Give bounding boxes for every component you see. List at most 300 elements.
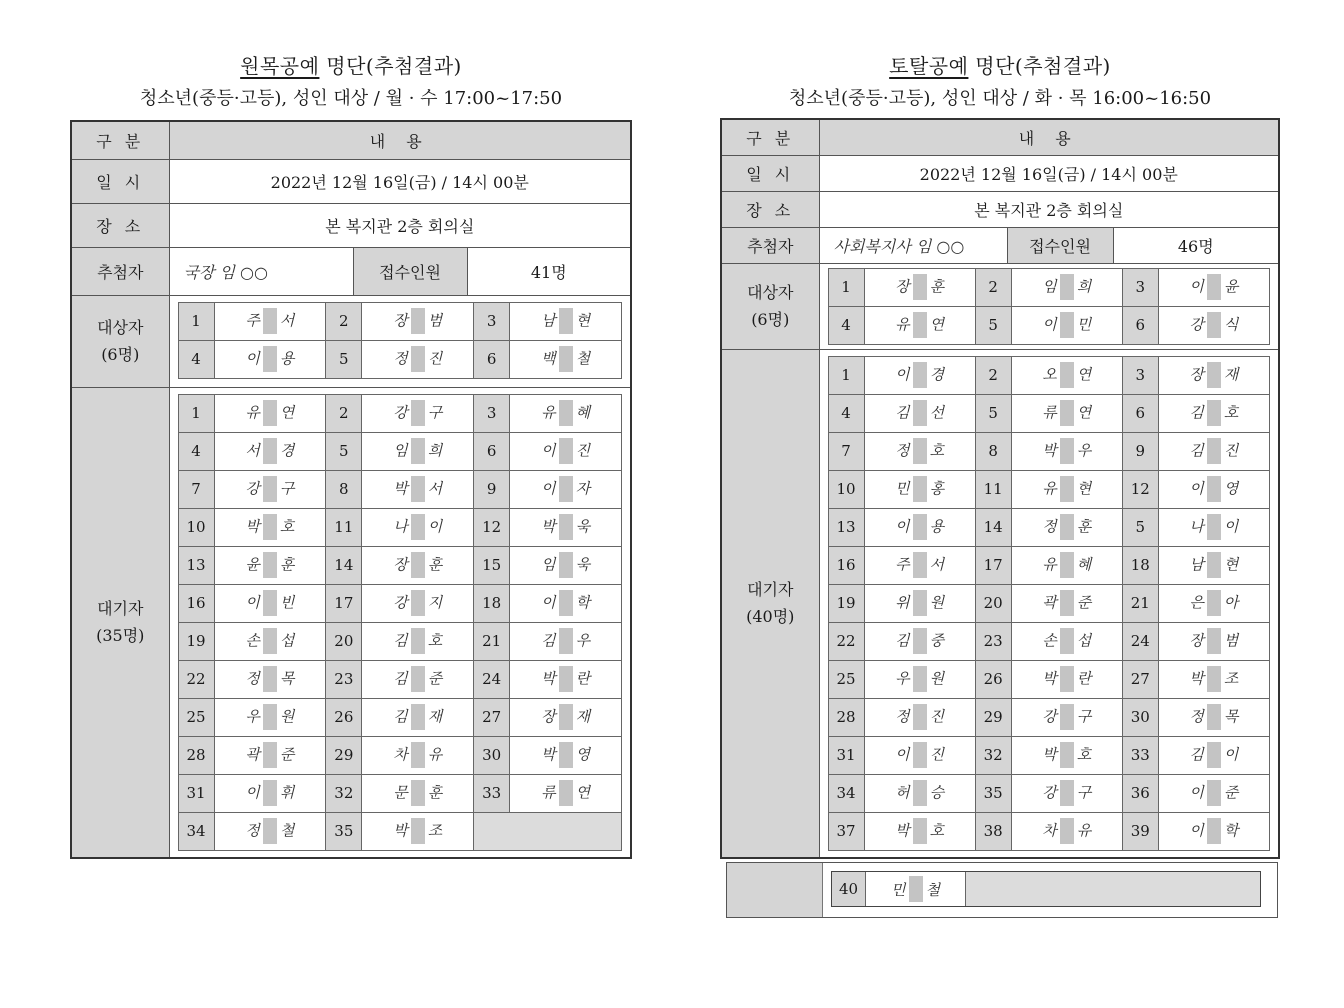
name-first: 주	[245, 311, 260, 330]
name-last: 휘	[279, 783, 295, 802]
label-place: 장 소	[721, 191, 819, 227]
name-last: 욱	[575, 517, 591, 536]
name-first: 박	[541, 745, 556, 764]
entry-number: 2	[975, 268, 1011, 306]
entry-name	[864, 306, 975, 344]
name-first: 박	[1042, 745, 1057, 764]
table-row	[828, 356, 1270, 394]
redaction-mask	[913, 274, 927, 300]
redaction-mask	[1060, 400, 1074, 426]
redaction-mask	[559, 704, 573, 730]
received-count: 41명	[467, 247, 631, 295]
name-first: 정	[393, 349, 408, 368]
entry-number: 28	[828, 698, 864, 736]
datetime-value: 2022년 12월 16일(금) / 14시 00분	[819, 155, 1279, 191]
redaction-mask	[1060, 476, 1074, 502]
entry-number: 28	[178, 736, 214, 774]
entry-name	[1158, 698, 1269, 736]
name-first: 김	[393, 631, 408, 650]
name-first: 주	[895, 555, 910, 574]
table-row	[178, 394, 622, 432]
redaction-mask	[559, 590, 573, 616]
entry-number: 27	[474, 698, 510, 736]
name-last: 훈	[279, 555, 295, 574]
name-first: 임	[393, 441, 408, 460]
entry-name	[1011, 470, 1122, 508]
redaction-mask	[913, 704, 927, 730]
entry-name	[1011, 584, 1122, 622]
entry-number: 17	[975, 546, 1011, 584]
redaction-mask	[1207, 666, 1221, 692]
name-last: 윤	[1223, 277, 1239, 296]
name-first: 장	[895, 277, 910, 296]
entry-name	[214, 622, 326, 660]
table-row	[178, 432, 622, 470]
redaction-mask	[411, 476, 425, 502]
entry-name	[362, 622, 474, 660]
entry-name	[1158, 508, 1269, 546]
redaction-mask	[1207, 780, 1221, 806]
redaction-mask	[559, 552, 573, 578]
entry-name	[362, 698, 474, 736]
name-last: 유	[427, 745, 443, 764]
name-last: 현	[575, 311, 591, 330]
entry-name	[362, 774, 474, 812]
redaction-mask	[913, 552, 927, 578]
selected-grid	[828, 268, 1271, 345]
redaction-mask	[1207, 552, 1221, 578]
name-last: 목	[279, 669, 295, 688]
name-last: 조	[1223, 669, 1239, 688]
redaction-mask	[913, 742, 927, 768]
name-last: 이	[427, 517, 443, 536]
entry-number: 4	[828, 306, 864, 344]
redaction-mask	[559, 628, 573, 654]
entry-name	[362, 394, 474, 432]
name-first: 우	[245, 707, 260, 726]
name-last: 연	[1076, 403, 1092, 422]
entry-name	[1011, 546, 1122, 584]
entry-name	[864, 470, 975, 508]
table-row	[828, 812, 1270, 850]
waiting-box	[819, 349, 1279, 858]
table-row	[178, 546, 622, 584]
entry-number: 36	[1122, 774, 1158, 812]
name-first: 류	[1042, 403, 1057, 422]
entry-name	[1011, 356, 1122, 394]
name-first: 손	[1042, 631, 1057, 650]
name-last: 호	[929, 441, 945, 460]
name-first: 박	[895, 821, 910, 840]
entry-name	[510, 394, 622, 432]
redaction-mask	[1207, 362, 1221, 388]
table-row	[828, 736, 1270, 774]
redaction-mask	[411, 818, 425, 844]
redaction-mask	[1060, 552, 1074, 578]
label-drawer: 추첨자	[721, 227, 819, 263]
name-last: 혜	[1076, 555, 1092, 574]
entry-number: 39	[1122, 812, 1158, 850]
name-first: 이	[541, 593, 556, 612]
name-first: 이	[245, 593, 260, 612]
name-first: 이	[1189, 479, 1204, 498]
name-last: 용	[929, 517, 945, 536]
label-datetime: 일 시	[721, 155, 819, 191]
entry-name	[362, 508, 474, 546]
name-last: 준	[1223, 783, 1239, 802]
redaction-mask	[411, 590, 425, 616]
name-last: 연	[929, 315, 945, 334]
entry-number: 30	[474, 736, 510, 774]
name-last: 선	[929, 403, 945, 422]
entry-number: 38	[975, 812, 1011, 850]
entry-name	[214, 736, 326, 774]
entry-name	[510, 698, 622, 736]
redaction-mask	[559, 308, 573, 334]
name-first: 강	[245, 479, 260, 498]
entry-number: 1	[828, 356, 864, 394]
entry-name	[510, 470, 622, 508]
redaction-mask	[263, 780, 277, 806]
redaction-mask	[1207, 742, 1221, 768]
entry-name	[510, 660, 622, 698]
name-last: 란	[575, 669, 591, 688]
entry-name	[864, 268, 975, 306]
name-first: 곽	[1042, 593, 1057, 612]
entry-name	[510, 584, 622, 622]
redaction-mask	[913, 400, 927, 426]
name-first: 남	[1189, 555, 1204, 574]
entry-number: 22	[178, 660, 214, 698]
table-row	[828, 432, 1270, 470]
name-first: 유	[1042, 479, 1057, 498]
entry-number: 5	[975, 394, 1011, 432]
name-first: 정	[245, 821, 260, 840]
entry-name	[214, 432, 326, 470]
entry-name	[1011, 660, 1122, 698]
entry-name	[1158, 470, 1269, 508]
redaction-mask	[913, 590, 927, 616]
name-first: 이	[1042, 315, 1057, 334]
entry-number: 19	[178, 622, 214, 660]
name-first: 박	[541, 669, 556, 688]
page-title	[70, 50, 632, 79]
entry-name	[1158, 584, 1269, 622]
name-last: 민	[1076, 315, 1092, 334]
table-row	[178, 660, 622, 698]
entry-number: 33	[474, 774, 510, 812]
name-last: 재	[427, 707, 443, 726]
entry-number: 19	[828, 584, 864, 622]
name-first: 이	[1189, 277, 1204, 296]
label-waiting: 대기자 (40명)	[721, 349, 819, 858]
name-first: 이	[895, 745, 910, 764]
redaction-mask	[263, 590, 277, 616]
entry-name	[1158, 356, 1269, 394]
selected-box	[169, 295, 631, 387]
redaction-mask	[411, 742, 425, 768]
redaction-mask	[1207, 818, 1221, 844]
entry-number: 23	[975, 622, 1011, 660]
name-last: 욱	[575, 555, 591, 574]
name-last: 혜	[575, 403, 591, 422]
entry-number: 34	[828, 774, 864, 812]
redaction-mask	[411, 400, 425, 426]
table-row	[828, 508, 1270, 546]
name-first: 강	[393, 403, 408, 422]
entry-name	[1158, 268, 1269, 306]
entry-number: 33	[1122, 736, 1158, 774]
redaction-mask	[1207, 476, 1221, 502]
name-last: 영	[1223, 479, 1239, 498]
entry-name	[864, 432, 975, 470]
entry-name	[362, 812, 474, 850]
selected-box	[819, 263, 1279, 349]
redaction-mask	[913, 628, 927, 654]
name-last: 구	[427, 403, 443, 422]
name-first: 이	[1189, 783, 1204, 802]
name-last: 준	[279, 745, 295, 764]
table-row	[178, 508, 622, 546]
entry-number: 6	[1122, 394, 1158, 432]
entry-number: 12	[1122, 470, 1158, 508]
redaction-mask	[411, 628, 425, 654]
drawer-signature: 사회복지사 임 ○○	[819, 227, 1007, 263]
entry-number: 6	[474, 432, 510, 470]
redaction-mask	[1060, 514, 1074, 540]
entry-name	[214, 584, 326, 622]
name-last: 진	[929, 745, 945, 764]
redaction-mask	[913, 476, 927, 502]
entry-number: 8	[975, 432, 1011, 470]
entry-number: 20	[975, 584, 1011, 622]
redaction-mask	[263, 476, 277, 502]
entry-name	[510, 302, 622, 340]
table-row	[178, 584, 622, 622]
table-row	[828, 698, 1270, 736]
entry-number: 14	[326, 546, 362, 584]
entry-number: 24	[474, 660, 510, 698]
name-first: 이	[245, 783, 260, 802]
redaction-mask	[411, 704, 425, 730]
name-first: 이	[895, 517, 910, 536]
redaction-mask	[913, 780, 927, 806]
redaction-mask	[411, 346, 425, 372]
redaction-mask	[1207, 590, 1221, 616]
entry-number: 32	[326, 774, 362, 812]
name-first: 백	[541, 349, 556, 368]
redaction-mask	[913, 666, 927, 692]
entry-name	[864, 698, 975, 736]
entry-number: 2	[326, 394, 362, 432]
entry-name	[864, 660, 975, 698]
lottery-table	[70, 120, 632, 859]
entry-name	[214, 698, 326, 736]
redaction-mask	[913, 438, 927, 464]
entry-number: 34	[178, 812, 214, 850]
redaction-mask	[263, 308, 277, 334]
label-waiting: 대기자 (35명)	[71, 387, 169, 858]
header-category: 구 분	[71, 121, 169, 159]
name-first: 정	[895, 441, 910, 460]
entry-name	[362, 432, 474, 470]
entry-number: 6	[474, 340, 510, 378]
name-last: 연	[1076, 365, 1092, 384]
name-first: 박	[1042, 441, 1057, 460]
name-last: 훈	[427, 555, 443, 574]
name-last: 란	[1076, 669, 1092, 688]
entry-number: 3	[1122, 356, 1158, 394]
entry-name	[1158, 736, 1269, 774]
entry-number: 15	[474, 546, 510, 584]
entry-number: 16	[178, 584, 214, 622]
redaction-mask	[263, 628, 277, 654]
entry-number: 25	[828, 660, 864, 698]
entry-name	[214, 340, 326, 378]
entry-name	[864, 736, 975, 774]
entry-number: 10	[828, 470, 864, 508]
name-first: 유	[1042, 555, 1057, 574]
entry-name	[1011, 736, 1122, 774]
redaction-mask	[909, 876, 923, 902]
name-last: 서	[279, 311, 295, 330]
name-first: 강	[1042, 707, 1057, 726]
redaction-mask	[1207, 628, 1221, 654]
entry-number: 5	[326, 340, 362, 378]
entry-name	[864, 774, 975, 812]
name-last: 섭	[1076, 631, 1092, 650]
name-last: 연	[279, 403, 295, 422]
label-received: 접수인원	[353, 247, 467, 295]
redaction-mask	[913, 312, 927, 338]
name-last: 범	[1223, 631, 1239, 650]
name-first: 강	[1189, 315, 1204, 334]
entry-name	[510, 736, 622, 774]
table-row	[178, 302, 622, 340]
redaction-mask	[263, 666, 277, 692]
redaction-mask	[263, 818, 277, 844]
redaction-mask	[411, 438, 425, 464]
name-first: 박	[541, 517, 556, 536]
redaction-mask	[1207, 438, 1221, 464]
entry-name	[1158, 432, 1269, 470]
redaction-mask	[559, 400, 573, 426]
entry-name	[1011, 622, 1122, 660]
name-first: 장	[393, 311, 408, 330]
entry-name	[864, 394, 975, 432]
redaction-mask	[913, 362, 927, 388]
place-value: 본 복지관 2층 회의실	[169, 203, 631, 247]
entry-name	[864, 622, 975, 660]
entry-number: 29	[326, 736, 362, 774]
table-row	[828, 394, 1270, 432]
redaction-mask	[1207, 312, 1221, 338]
entry-number: 12	[474, 508, 510, 546]
lottery-table	[720, 118, 1280, 859]
name-first: 김	[1189, 745, 1204, 764]
name-last: 홍	[929, 479, 945, 498]
name-first: 문	[393, 783, 408, 802]
redaction-mask	[263, 552, 277, 578]
entry-number: 35	[975, 774, 1011, 812]
table-row	[828, 546, 1270, 584]
name-last: 연	[575, 783, 591, 802]
redaction-mask	[559, 780, 573, 806]
table-row	[828, 306, 1270, 344]
entry-number: 5	[1122, 508, 1158, 546]
entry-number: 26	[975, 660, 1011, 698]
waiting-grid	[178, 394, 623, 851]
name-first: 류	[541, 783, 556, 802]
table-row	[828, 268, 1270, 306]
name-last: 식	[1223, 315, 1239, 334]
entry-number: 26	[326, 698, 362, 736]
redaction-mask	[1060, 628, 1074, 654]
name-last: 경	[279, 441, 295, 460]
entry-name	[1011, 812, 1122, 850]
entry-number: 1	[178, 394, 214, 432]
name-first: 정	[245, 669, 260, 688]
title-program: 원목공예	[240, 54, 320, 78]
entry-number: 35	[326, 812, 362, 850]
table-row	[178, 736, 622, 774]
name-last: 원	[279, 707, 295, 726]
label-datetime: 일 시	[71, 159, 169, 203]
redaction-mask	[1060, 438, 1074, 464]
name-last: 학	[575, 593, 591, 612]
entry-name	[214, 302, 326, 340]
entry-number: 29	[975, 698, 1011, 736]
name-last: 호	[1076, 745, 1092, 764]
entry-number: 31	[828, 736, 864, 774]
header-category: 구 분	[721, 119, 819, 155]
entry-name	[1158, 774, 1269, 812]
entry-name	[510, 432, 622, 470]
entry-number: 32	[975, 736, 1011, 774]
entry-number: 10	[178, 508, 214, 546]
entry-name	[1011, 394, 1122, 432]
name-first: 유	[895, 315, 910, 334]
entry-name	[362, 736, 474, 774]
name-last: 구	[279, 479, 295, 498]
name-last: 재	[1223, 365, 1239, 384]
redaction-mask	[411, 514, 425, 540]
page-subtitle: 청소년(중등·고등), 성인 대상 / 월 · 수 17:00~17:50	[139, 88, 563, 109]
name-first: 박	[245, 517, 260, 536]
redaction-mask	[1207, 514, 1221, 540]
name-first: 박	[393, 821, 408, 840]
name-first: 정	[895, 707, 910, 726]
label-selected: 대상자 (6명)	[721, 263, 819, 349]
entry-number: 21	[474, 622, 510, 660]
entry-name	[362, 584, 474, 622]
name-first: 차	[1042, 821, 1057, 840]
name-last: 영	[575, 745, 591, 764]
redaction-mask	[411, 308, 425, 334]
received-count: 46명	[1113, 227, 1279, 263]
name-last: 진	[929, 707, 945, 726]
table-row	[178, 340, 622, 378]
name-first: 이	[541, 479, 556, 498]
place-value: 본 복지관 2층 회의실	[819, 191, 1279, 227]
name-last: 경	[929, 365, 945, 384]
name-first: 민	[895, 479, 910, 498]
name-last: 구	[1076, 707, 1092, 726]
entry-name	[214, 546, 326, 584]
name-last: 진	[427, 349, 443, 368]
table-row	[828, 470, 1270, 508]
name-first: 우	[895, 669, 910, 688]
